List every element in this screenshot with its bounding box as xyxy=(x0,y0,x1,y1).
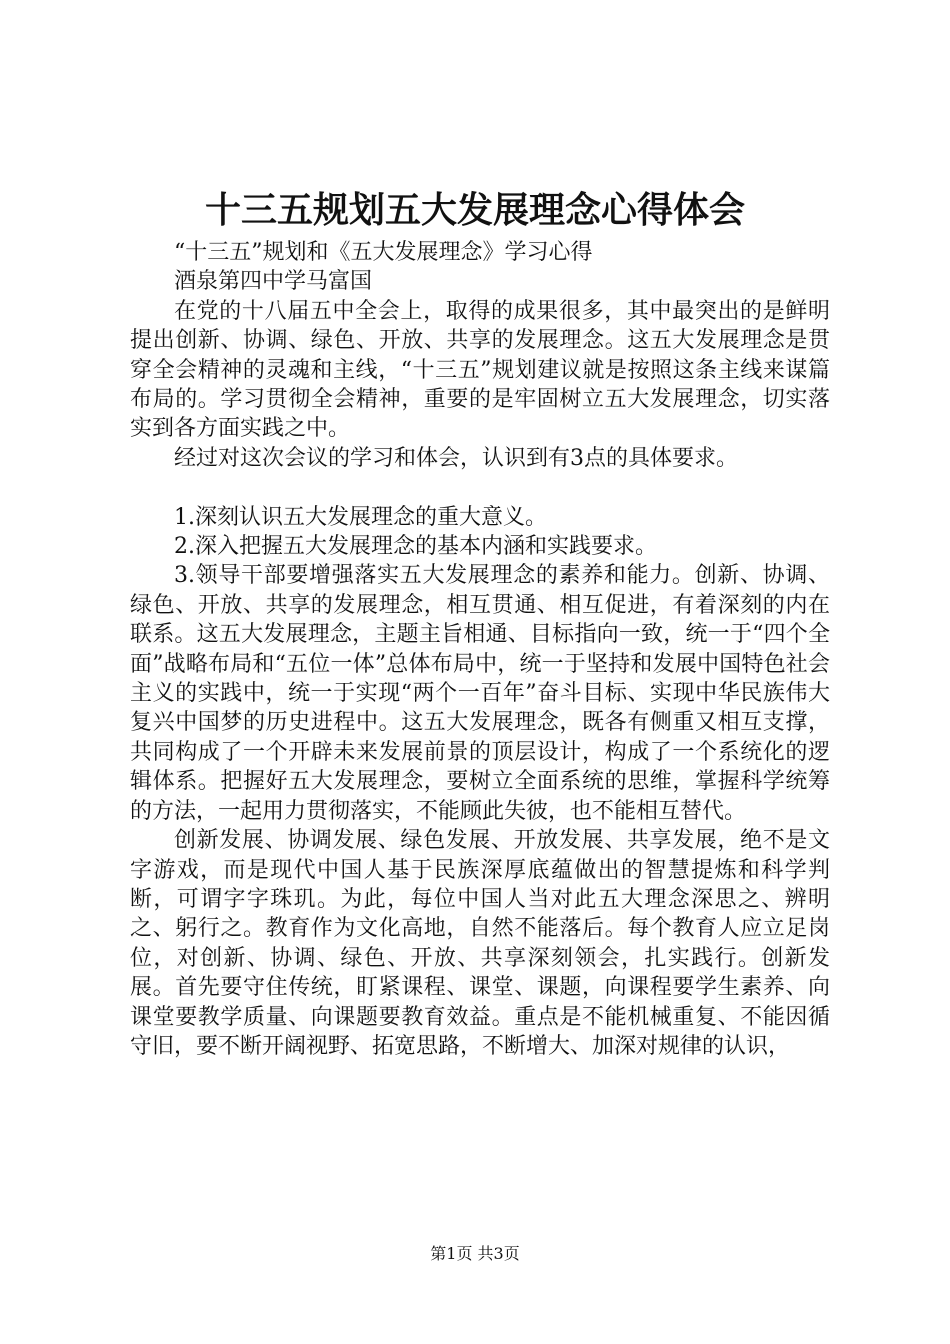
point-1: 1.深刻认识五大发展理念的重大意义。 xyxy=(174,504,547,530)
blank-line xyxy=(130,473,830,502)
paragraph-requirements: 经过对这次会议的学习和体会，认识到有3点的具体要求。 xyxy=(174,445,738,471)
subtitle: “十三五”规划和《五大发展理念》学习心得 xyxy=(174,240,593,265)
document-title: 十三五规划五大发展理念心得体会 xyxy=(204,189,745,231)
paragraph-closing: 创新发展、协调发展、绿色发展、开放发展、共享发展，绝不是文字游戏，而是现代中国人基于民族深厚底蕴做出的智慧提炼和科学判断，可谓字字珠玑。为此，每位中国人当对此五大理念深思之、辨明之、躬行之。教育作为文化高地，自然不能落后。每个教育人应立足岗位，对创新、协调、绿色、开放、共享深刻领会，扎实践行。创新发展。首先要守住传统，盯紧课程、课堂、课题，向课程要学生素养、向课堂要教学质量、向课题要教育效益。重点是不能机械重复、不能因循守旧，要不断开阔视野、拓宽思路，不断增大、加深对规律的认识， xyxy=(130,828,830,1059)
author-line: 酒泉第四中学马富国 xyxy=(174,269,373,295)
paragraph-intro: 在党的十八届五中全会上，取得的成果很多，其中最突出的是鲜明提出创新、协调、绿色、开放、共享的发展理念。这五大发展理念是贯穿全会精神的灵魂和主线，“十三五”规划建议就是按照这条主线来谋篇布局的。学习贯彻全会精神，重要的是牢固树立五大发展理念，切实落实到各方面实践之中。 xyxy=(130,298,830,442)
page-footer: 第1页 共3页 xyxy=(430,1244,520,1263)
point-2: 2.深入把握五大发展理念的基本内涵和实践要求。 xyxy=(174,534,657,560)
point-3: 3.领导干部要增强落实五大发展理念的素养和能力。创新、协调、绿色、开放、共享的发展理念，相互贯通、相互促进，有着深刻的内在联系。这五大发展理念，主题主旨相通、目标指向一致，统一于“四个全面”战略布局和“五位一体”总体布局中，统一于坚持和发展中国特色社会主义的实践中，统一于实现“两个一百年”奋斗目标、实现中华民族伟大复兴中国梦的历史进程中。这五大发展理念，既各有侧重又相互支撑，共同构成了一个开辟未来发展前景的顶层设计，构成了一个系统化的逻辑体系。把握好五大发展理念，要树立全面系统的思维，掌握科学统筹的方法，一起用力贯彻落实，不能顾此失彼，也不能相互替代。 xyxy=(130,563,830,824)
document-body xyxy=(130,238,830,1061)
